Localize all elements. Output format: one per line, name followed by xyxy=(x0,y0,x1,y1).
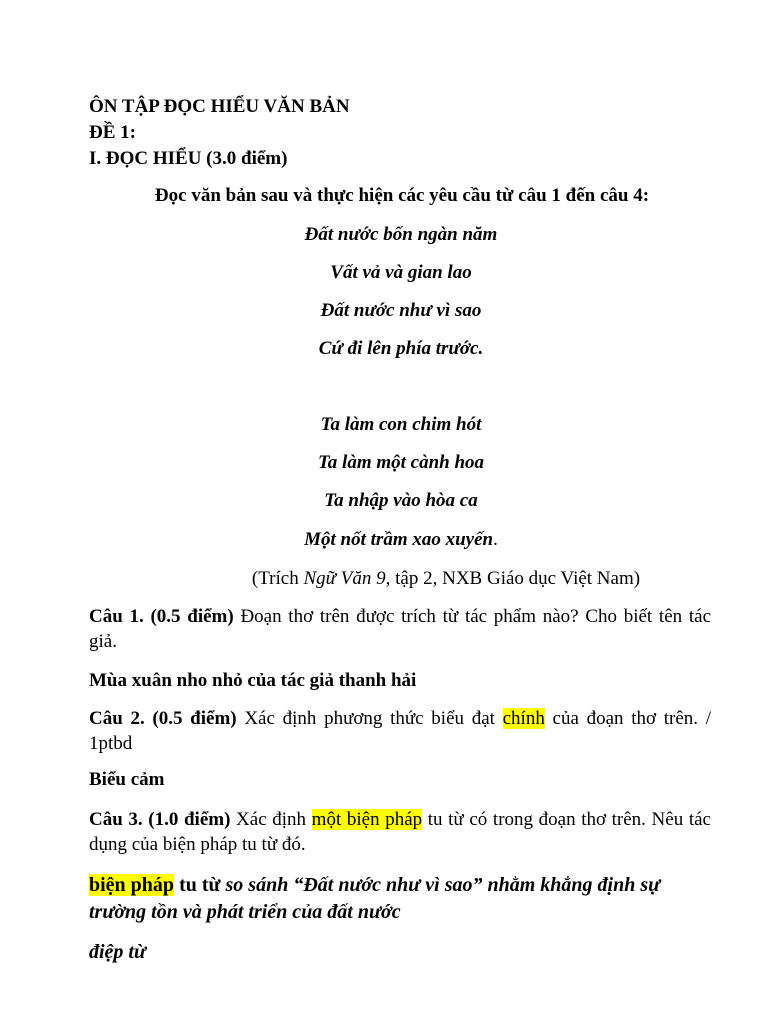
instruction-text: Đọc văn bản sau và thực hiện các yêu cầu từ câu 1 đến câu 4: xyxy=(154,185,650,206)
question-3-highlight: một biện pháp xyxy=(311,809,423,830)
document-title: ÔN TẬP ĐỌC HIỂU VĂN BẢN xyxy=(89,96,350,117)
question-3-label: Câu 3. (1.0 điểm) xyxy=(89,809,231,830)
question-2-highlight: chính xyxy=(502,708,545,729)
question-1-text: Đoạn thơ trên được trích từ tác phẩm nào? Cho biết tên tác giả. xyxy=(89,606,711,652)
poem-line: Ta nhập vào hòa ca xyxy=(324,490,478,511)
poem-line: Đất nước bốn ngàn năm xyxy=(304,224,498,245)
question-2-pre: Xác định phương thức biểu đạt xyxy=(236,708,503,729)
exam-number: ĐỀ 1: xyxy=(89,122,136,143)
poem-line xyxy=(17,528,768,552)
answer-3-plain: tu từ xyxy=(174,874,226,896)
poem-line: Ta làm con chim hót xyxy=(320,414,482,435)
question-2 xyxy=(89,706,711,756)
answer-3-highlight: biện pháp xyxy=(89,874,175,896)
answer-1: Mùa xuân nho nhỏ của tác giả thanh hải xyxy=(89,670,417,691)
question-1 xyxy=(89,604,711,654)
answer-3 xyxy=(89,872,715,926)
poem-line-punct: . xyxy=(493,529,498,550)
question-3 xyxy=(89,807,711,857)
source-book: Ngữ Văn 9 xyxy=(303,568,386,589)
answer-3-italic: so sánh “Đất nước như vì sao” nhằm khẳng định sự trường tồn và phát triển của đất nước xyxy=(89,874,661,923)
answer-2: Biểu cảm xyxy=(89,769,165,790)
question-3-pre: Xác định xyxy=(230,809,312,830)
answer-3b: điệp từ xyxy=(89,941,146,963)
question-2-label: Câu 2. (0.5 điểm) xyxy=(89,708,237,729)
poem-line: Vất vả và gian lao xyxy=(330,262,472,283)
poem-line: Ta làm một cành hoa xyxy=(317,452,485,473)
source-citation xyxy=(62,567,768,591)
poem-line-text: Một nốt trầm xao xuyến xyxy=(304,529,494,550)
question-2-post: của đoạn thơ trên. / 1ptbd xyxy=(89,708,711,754)
source-suffix: , tập 2, NXB Giáo dục Việt Nam) xyxy=(385,568,641,589)
section-heading: I. ĐỌC HIỂU (3.0 điểm) xyxy=(89,148,288,169)
question-3-post: tu từ có trong đoạn thơ trên. Nêu tác dụng của biện pháp tu từ đó. xyxy=(89,809,711,855)
source-prefix: (Trích xyxy=(251,568,304,589)
poem-line: Cứ đi lên phía trước. xyxy=(318,338,484,359)
poem-line: Đất nước như vì sao xyxy=(320,300,482,321)
question-1-label: Câu 1. (0.5 điểm) xyxy=(89,606,234,627)
